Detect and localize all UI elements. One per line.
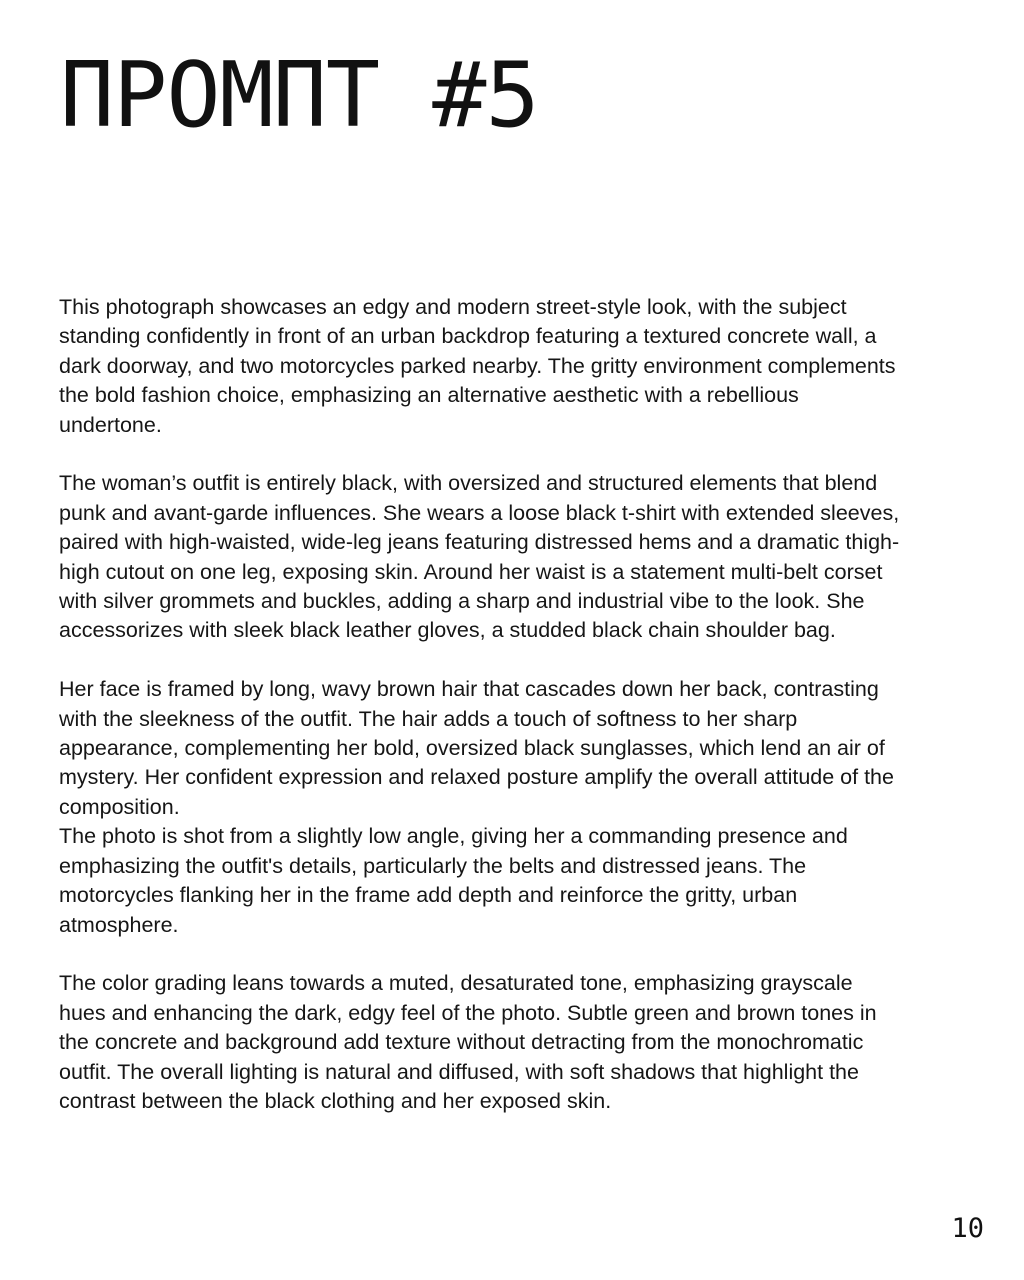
page-number: 10	[951, 1213, 984, 1244]
paragraph-outfit: The woman’s outfit is entirely black, with oversized and structured elements that blend punk and avant-garde influences. She wears a loose black t-shirt with extended sleeves, paired with high-waisted, wide-leg jeans featuring distressed hems and a dramatic thigh-high cutout on one leg, exposing skin. Around her waist is a statement multi-belt corset with silver grommets and buckles, adding a sharp and industrial vibe to the look. She accessorizes with sleek black leather gloves, a studded black chain shoulder bag.	[59, 471, 900, 643]
paragraph-color-grading: The color grading leans towards a muted, desaturated tone, emphasizing grayscale hues and enhancing the dark, edgy feel of the photo. Subtle green and brown tones in the concrete and background add texture without detracting from the monochromatic outfit. The overall lighting is natural and diffused, with soft shadows that highlight the contrast between the black clothing and her exposed skin.	[59, 971, 877, 1113]
paragraph-angle: The photo is shot from a slightly low angle, giving her a commanding presence and emphasizing the outfit's details, particularly the belts and distressed jeans. The motorcycles flanking her in the frame add depth and reinforce the gritty, urban atmosphere.	[59, 824, 848, 937]
prompt-body	[59, 293, 904, 1116]
page-title: ПРОМПТ #5	[60, 43, 539, 148]
paragraph-face: Her face is framed by long, wavy brown hair that cascades down her back, contrasting with the sleekness of the outfit. The hair adds a touch of softness to her sharp appearance, complementing her bold, oversized black sunglasses, which lend an air of mystery. Her confident expression and relaxed posture amplify the overall attitude of the composition.	[59, 677, 894, 819]
paragraph-setting: This photograph showcases an edgy and modern street-style look, with the subject standing confidently in front of an urban backdrop featuring a textured concrete wall, a dark doorway, and two motorcycles parked nearby. The gritty environment complements the bold fashion choice, emphasizing an alternative aesthetic with a rebellious undertone.	[59, 295, 896, 437]
